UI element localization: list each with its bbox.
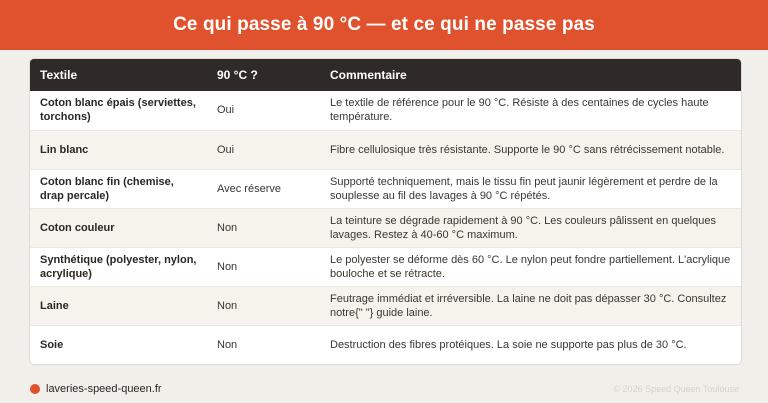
textile-cell: Coton blanc fin (chemise, drap percale) — [30, 169, 207, 208]
comment-cell: Destruction des fibres protéiques. La soie ne supporte pas plus de 30 °C. — [320, 325, 741, 364]
comment-cell: La teinture se dégrade rapidement à 90 °C. Les couleurs pâlissent en quelques lavages. Restez à 40-60 °C maximum. — [320, 208, 741, 247]
table-row — [30, 325, 741, 364]
verdict-cell: Non — [207, 325, 320, 364]
page-title: Ce qui passe à 90 °C — et ce qui ne passe pas — [173, 14, 595, 35]
column-header-comment: Commentaire — [330, 68, 407, 82]
table-row — [30, 247, 741, 286]
table-row — [30, 169, 741, 208]
verdict-cell: Oui — [217, 104, 235, 117]
verdict-cell: Avec réserve — [207, 169, 320, 208]
textile-cell: Lin blanc — [30, 130, 207, 169]
comment-cell: Le textile de référence pour le 90 °C. Résiste à des centaines de cycles haute température. — [330, 97, 709, 124]
title-banner — [0, 0, 768, 50]
comment-cell: Feutrage immédiat et irréversible. La laine ne doit pas dépasser 30 °C. Consultez notre{" "} guide laine. — [320, 286, 741, 325]
table-row — [30, 208, 741, 247]
textile-cell: Coton blanc épais (serviettes, torchons) — [40, 97, 196, 124]
site-domain: laveries-speed-queen.fr — [46, 383, 162, 395]
verdict-cell: Non — [207, 208, 320, 247]
verdict-cell: Oui — [207, 130, 320, 169]
table-row — [30, 130, 741, 169]
column-header-textile: Textile — [40, 68, 78, 82]
table-header-row — [30, 59, 741, 91]
column-header-90c: 90 °C ? — [217, 68, 258, 82]
comparison-table-card — [29, 58, 742, 365]
textile-cell: Laine — [30, 286, 207, 325]
footer — [0, 375, 768, 403]
brand-dot-icon — [30, 384, 40, 394]
table-row — [30, 286, 741, 325]
comment-cell: Le polyester se déforme dès 60 °C. Le nylon peut fondre partiellement. L'acrylique bouloche et se rétracte. — [320, 247, 741, 286]
textile-cell: Soie — [30, 325, 207, 364]
verdict-cell: Non — [207, 247, 320, 286]
textile-table — [30, 59, 741, 364]
textile-cell: Coton couleur — [30, 208, 207, 247]
site-brand — [30, 383, 162, 395]
comment-cell: Supporté techniquement, mais le tissu fin peut jaunir légèrement et perdre de la souplesse au fil des lavages à 90 °C répétés. — [320, 169, 741, 208]
copyright-text: © 2026 Speed Queen Toulouse — [613, 384, 739, 394]
textile-cell: Synthétique (polyester, nylon, acrylique) — [30, 247, 207, 286]
verdict-cell: Non — [207, 286, 320, 325]
table-row — [30, 91, 741, 130]
comment-cell: Fibre cellulosique très résistante. Supporte le 90 °C sans rétrécissement notable. — [320, 130, 741, 169]
